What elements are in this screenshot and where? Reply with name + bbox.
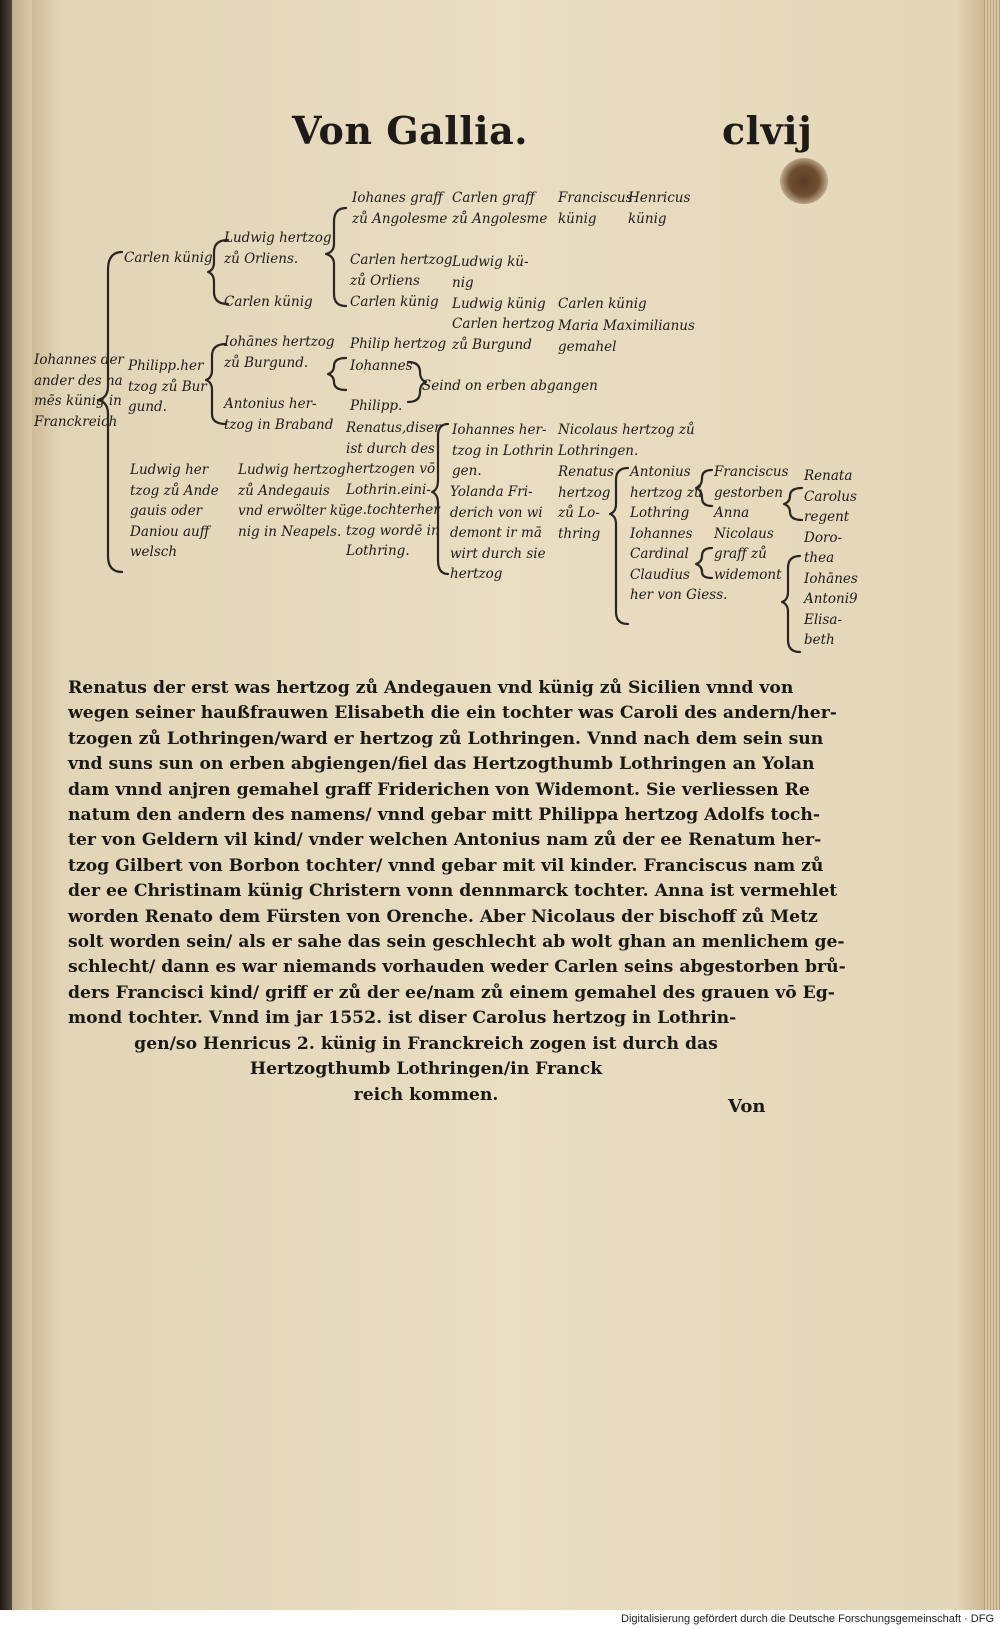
tree-node-line: graff zů	[714, 546, 767, 562]
tree-node-ludwig-neapels	[238, 460, 347, 542]
tree-node-line: gund.	[128, 399, 167, 415]
body-line: worden Renato dem Fürsten von Orenche. Aber Nicolaus der bischoff zů Metz	[68, 906, 818, 927]
tree-node-line: Nicolaus hertzog zů	[558, 422, 695, 438]
tree-node-carlen-angolesme	[452, 188, 547, 229]
tree-node-line: Philipp.	[350, 398, 403, 414]
body-line: schlecht/ dann es war niemands vorhauden weder Carlen seins abgestorben brů-	[68, 957, 846, 978]
tree-node-line: Antonius her-	[224, 396, 317, 412]
tree-node-line: Iohannes der	[34, 352, 124, 368]
tree-node-line: gen.	[452, 463, 482, 479]
tree-node-yolanda	[450, 482, 546, 585]
body-line: vnd suns sun on erben abgiengen/fiel das Hertzogthumb Lothringen an Yolan	[68, 754, 815, 775]
tree-node-line: Ludwig kü-	[452, 254, 529, 270]
tree-node-philip-hertzog	[350, 334, 446, 355]
tree-node-line: Lothrin.eini-	[346, 481, 431, 498]
body-line: Hertzogthumb Lothringen/in Franck	[249, 1059, 603, 1080]
tree-node-line: hertzog	[558, 484, 611, 501]
tree-node-line: ge.tochterher	[346, 502, 440, 518]
tree-node-line: Maria Maximilianus	[558, 318, 695, 334]
tree-node-line: Philipp.her	[128, 358, 204, 374]
tree-node-line: Antonius	[630, 464, 691, 480]
tree-node-line: Iohannes	[350, 358, 413, 374]
tree-node-ludwig-kunig-a	[452, 252, 529, 293]
tree-node-line: Philip hertzog	[350, 336, 447, 352]
tree-node-line: Lothring	[630, 505, 690, 521]
tree-node-iohannes-son	[350, 356, 413, 377]
tree-node-line: demont ir mā	[450, 525, 542, 541]
tree-node-line: Ludwig hertzog	[238, 462, 346, 478]
tree-node-antonius-braband	[224, 394, 333, 435]
tree-node-line: derich von wi	[450, 504, 543, 521]
tree-node-line: gemahel	[558, 338, 617, 355]
tree-node-line: Seind on erben abgangen	[422, 378, 598, 394]
tree-node-line: Nicolaus	[714, 525, 774, 542]
tree-node-line: künig	[628, 210, 667, 227]
tree-node-renatus-diser	[346, 418, 441, 562]
body-line: der ee Christinam künig Christern vonn dennmarck tochter. Anna ist vermehlet	[68, 881, 838, 902]
tree-node-johannes-angolesme	[352, 188, 447, 229]
tree-node-line: nig	[452, 274, 474, 291]
tree-node-line: künig	[558, 210, 597, 227]
body-line: tzogen zů Lothringen/ward er hertzog zů Lothringen. Vnnd nach dem sein sun	[68, 728, 824, 749]
tree-node-line: zů Angolesme	[452, 210, 548, 227]
tree-node-carlen-kunig-2	[224, 292, 313, 313]
tree-node-line: thring	[558, 525, 601, 542]
tree-node-line: Antoni9	[804, 591, 858, 607]
tree-node-philipp-son	[350, 396, 402, 417]
tree-node-henricus-kunig	[628, 188, 690, 229]
tree-node-line: Carlen künig	[224, 294, 313, 310]
tree-node-line: thea	[804, 550, 835, 566]
tree-node-line: nig in Neapels.	[238, 523, 342, 540]
tree-node-carlen-burgund	[452, 314, 555, 355]
tree-node-line: Carlen hertzog	[350, 252, 453, 268]
tree-node-line: Iohānes	[804, 570, 858, 587]
tree-node-line: Ludwig hertzog	[224, 230, 332, 246]
tree-node-line: Iohanes graff	[352, 190, 443, 206]
tree-node-line: Lothring.	[346, 543, 410, 559]
tree-node-renatus-lothring	[558, 462, 614, 544]
tree-node-line: regent	[804, 509, 850, 525]
tree-node-line: ander des na	[34, 372, 123, 389]
tree-node-line: Carlen künig	[350, 294, 439, 310]
folio-number: clvij	[722, 108, 813, 153]
body-line: solt worden sein/ als er sahe das sein geschlecht ab wolt ghan an menlichem ge-	[68, 932, 845, 953]
tree-node-franciscus-group	[714, 462, 789, 585]
tree-node-line: tzog zů Ande	[130, 482, 219, 499]
body-paragraph	[68, 676, 846, 1108]
tree-node-line: gestorben	[714, 484, 783, 501]
tree-node-line: hertzog	[450, 566, 503, 582]
body-line: gen/so Henricus 2. künig in Franckreich zogen ist durch das	[134, 1033, 718, 1054]
tree-node-carlen-kunig-4	[558, 294, 647, 315]
tree-node-line: zů Orliens.	[224, 250, 299, 267]
tree-node-line: zů Burgund	[452, 336, 532, 353]
tree-node-line: Yolanda Fri-	[450, 484, 533, 500]
tree-node-line: beth	[804, 632, 835, 648]
tree-node-carlen-orliens	[350, 250, 453, 291]
tree-node-line: Carlen graff	[452, 190, 535, 206]
tree-note-seind	[422, 376, 598, 397]
tree-node-johannes	[34, 350, 124, 432]
tree-node-line: hertzog zů	[630, 484, 703, 501]
tree-node-line: Iohānes hertzog	[224, 334, 335, 350]
body-line: Renatus der erst was hertzog zů Andegauen vnd künig zů Sicilien vnnd von	[68, 678, 794, 698]
body-line: ter von Geldern vil kind/ vnder welchen Antonius nam zů der ee Renatum her-	[68, 830, 822, 851]
tree-node-line: tzog in Lothrin	[452, 442, 554, 459]
tree-node-line: Ludwig her	[130, 462, 209, 478]
previous-page-edge	[12, 0, 33, 1628]
tree-node-maria	[558, 316, 695, 357]
tree-node-line: Cardinal	[630, 546, 689, 562]
ink-stain	[780, 158, 828, 204]
body-line: dam vnnd anjren gemahel graff Friderichen von Widemont. Sie verliessen Re	[68, 779, 810, 800]
tree-node-line: Anna	[714, 505, 750, 521]
tree-node-line: tzog in Braband	[224, 416, 334, 433]
tree-node-line: ist durch des	[346, 440, 435, 457]
tree-node-line: vnd erwölter kü	[238, 503, 347, 519]
tree-node-line: hertzogen vō	[346, 461, 436, 477]
tree-node-antonius-group	[630, 462, 727, 606]
tree-node-line: wirt durch sie	[450, 545, 546, 562]
tree-node-line: tzog zů Bur	[128, 378, 207, 395]
tree-node-line: zů Andegauis	[238, 482, 330, 499]
tree-node-line: Ludwig künig	[452, 296, 546, 312]
tree-node-iohannes-lothrin	[452, 420, 554, 482]
tree-node-iohanes-burgund	[224, 332, 335, 373]
tree-node-line: Lothringen.	[558, 442, 639, 459]
tree-node-line: Iohannes	[630, 525, 693, 542]
body-line: natum den andern des namens/ vnnd gebar mitt Philippa hertzog Adolfs toch-	[68, 805, 821, 826]
tree-node-ludwig-andegauis	[130, 460, 219, 563]
tree-node-line: tzog wordē in	[346, 522, 440, 539]
tree-node-line: zů Burgund.	[224, 354, 309, 371]
tree-node-line: Franciscus	[558, 190, 633, 206]
tree-node-ludwig-kunig-b	[452, 294, 546, 315]
tree-node-philipp-burgund	[128, 356, 207, 418]
tree-node-line: Daniou auff	[130, 523, 210, 540]
page-stack-edge	[984, 0, 1000, 1610]
tree-node-line: Claudius	[630, 566, 690, 583]
tree-node-line: Carolus	[804, 488, 857, 505]
tree-node-line: Elisa-	[804, 611, 843, 628]
tree-node-line: zů Lo-	[558, 505, 600, 521]
tree-node-line: Henricus	[628, 190, 691, 206]
catchword: Von	[728, 1096, 766, 1117]
tree-node-line: Carlen hertzog	[452, 316, 555, 332]
tree-node-line: Carlen künig	[558, 296, 647, 312]
body-line: wegen seiner haußfrauwen Elisabeth die ein tochter was Caroli des andern/her-	[68, 703, 837, 724]
tree-node-line: her von Giess.	[630, 587, 728, 603]
tree-node-line: Renatus	[558, 464, 614, 480]
tree-node-line: Carlen künig	[124, 250, 213, 266]
tree-node-carlen-kunig-3	[350, 292, 439, 313]
tree-node-line: Renatus,diser	[346, 420, 441, 436]
tree-node-nicolaus-lothringen	[558, 420, 695, 461]
tree-node-line: Franciscus	[714, 464, 789, 480]
digitization-footer: Digitalisierung gefördert durch die Deutsche Forschungsgemeinschaft · DFG	[0, 1610, 1000, 1628]
body-line: reich kommen.	[353, 1084, 499, 1105]
body-line: mond tochter. Vnnd im jar 1552. ist diser Carolus hertzog in Lothrin-	[68, 1008, 737, 1029]
tree-node-line: widemont	[714, 566, 782, 583]
tree-node-franciscus-kunig	[558, 188, 633, 229]
tree-node-line: welsch	[130, 544, 178, 560]
tree-node-line: Iohannes her-	[452, 422, 547, 438]
tree-node-line: gauis oder	[130, 503, 203, 519]
tree-node-ludwig-orliens	[224, 228, 332, 269]
tree-node-line: Doro-	[804, 529, 843, 546]
body-line: tzog Gilbert von Borbon tochter/ vnnd gebar mit vil kinder. Franciscus nam zů	[68, 855, 824, 876]
tree-node-carlen-kunig	[124, 248, 213, 269]
body-line: ders Francisci kind/ griff er zů der ee/nam zů einem gemahel des grauen vō Eg-	[68, 982, 835, 1003]
tree-node-renata-group	[804, 466, 858, 651]
tree-node-line: Renata	[804, 468, 853, 484]
page-title: Von Gallia.	[292, 108, 528, 153]
tree-node-line: zů Angolesme	[352, 210, 448, 227]
tree-node-line: zů Orliens	[350, 272, 420, 289]
tree-node-line: mēs künig in	[34, 393, 122, 409]
tree-node-line: Franckreich	[34, 413, 118, 430]
